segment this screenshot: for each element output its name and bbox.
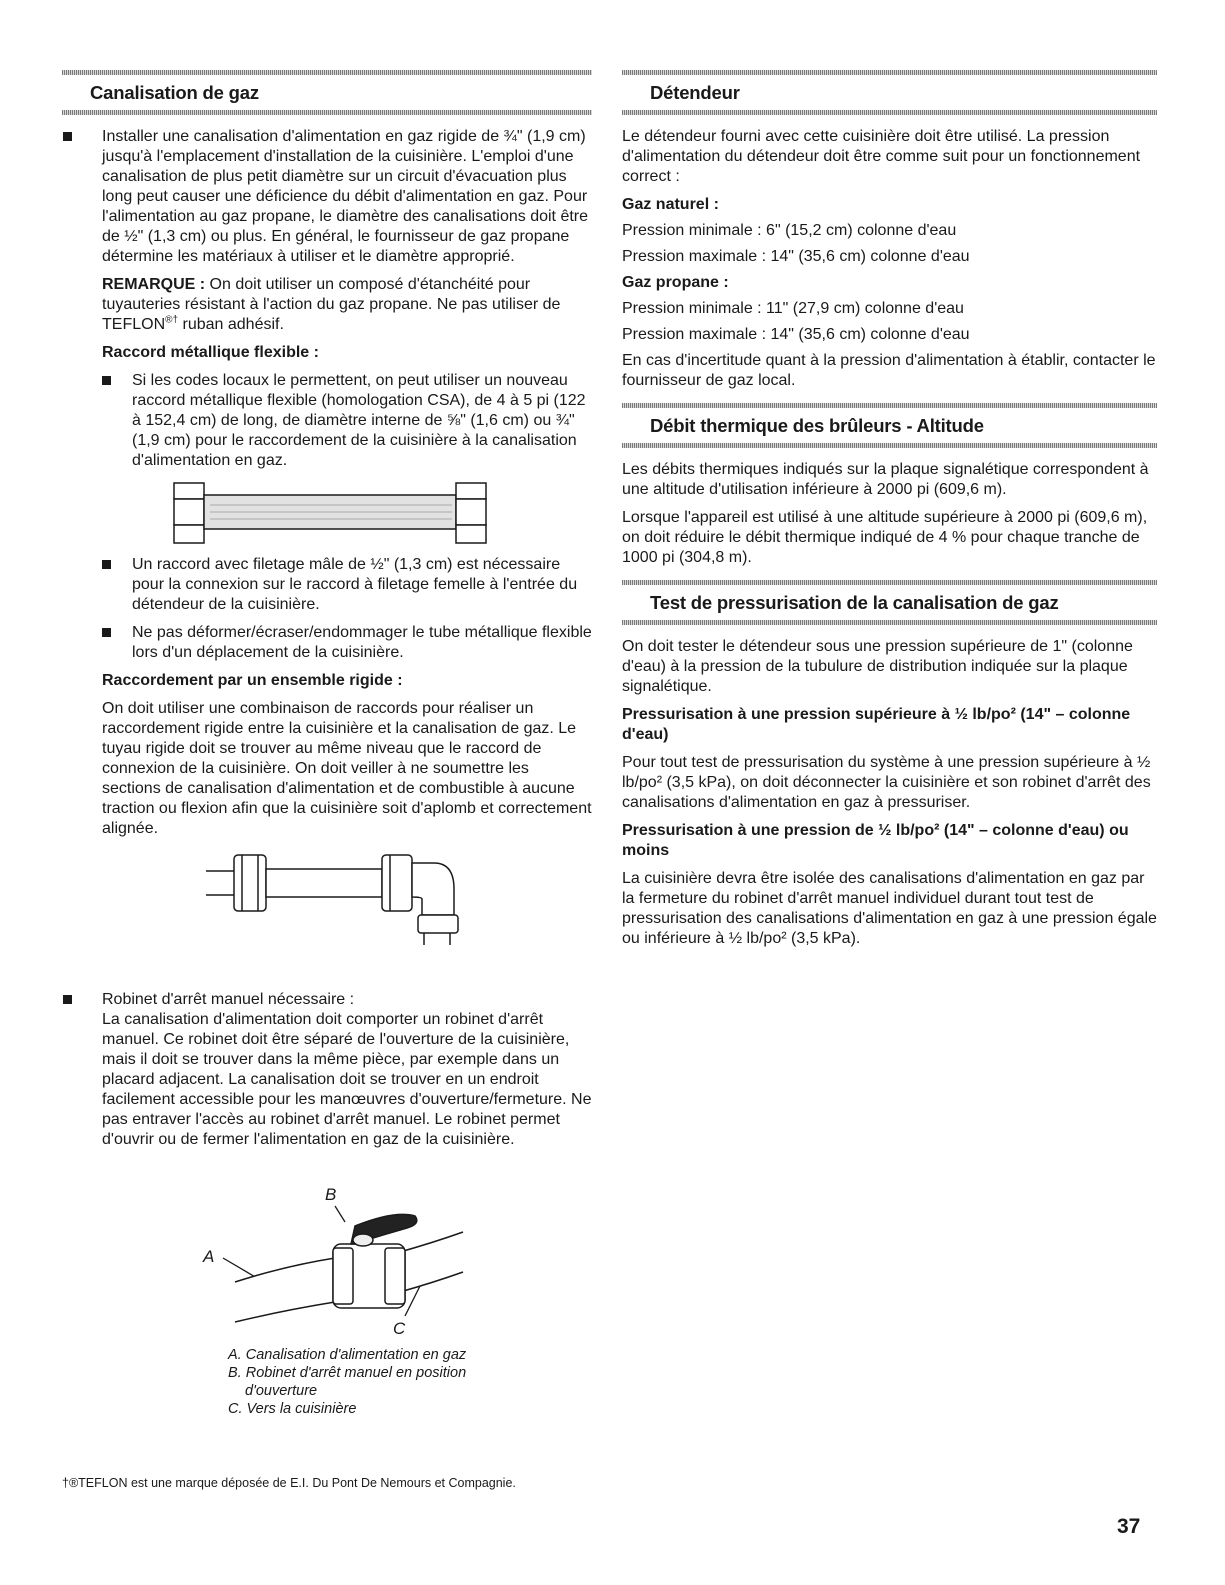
section-rule <box>62 70 592 75</box>
figure-label-a: A <box>203 1247 215 1266</box>
flex-bullet-3: Ne pas déformer/écraser/endommager le tube métallique flexible lors d'un déplacement de la cuisinière. <box>62 623 592 663</box>
detendeur-paragraph: Le détendeur fourni avec cette cuisinière doit être utilisé. La pression d'alimentation du détendeur doit être comme suit pour un fonctionnement correct : <box>622 128 1141 185</box>
connector-end-left <box>174 483 204 543</box>
registered-mark: ®† <box>165 314 179 326</box>
section-rule <box>622 403 1157 408</box>
valve-bullet-text: La canalisation d'alimentation doit comporter un robinet d'arrêt manuel. Ce robinet doit être séparé de l'ouverture de la cuisinière, mais il doit se trouver dans la même pièce, par exemple dans un placard adjacent. La canalisation doit se trouver en un endroit facilement accessible pour les manœuvres d'ouverture/fermeture. Ne pas entraver l'accès au robinet d'arrêt manuel. Le robinet permet d'ouvrir ou de fermer l'alimentation en gaz de la cuisinière. <box>102 1011 592 1148</box>
debit-paragraph-1: Les débits thermiques indiqués sur la plaque signalétique correspondent à une altitude d'utilisation inférieure à 2000 pi (609,6 m). <box>622 461 1149 498</box>
section-rule <box>622 110 1157 115</box>
gaz-propane-heading: Gaz propane : <box>622 274 729 291</box>
caption-b: B. Robinet d'arrêt manuel en position <box>228 1365 467 1381</box>
valve-nut-left <box>333 1248 353 1304</box>
caption-a: A. Canalisation d'alimentation en gaz <box>228 1347 467 1363</box>
section-rule <box>622 580 1157 585</box>
rigid-heading: Raccordement par un ensemble rigide : <box>102 672 403 689</box>
figure-label-c: C <box>393 1319 406 1338</box>
valve-bullet <box>62 990 592 1158</box>
connector-end-right <box>456 483 486 543</box>
section-rule <box>62 110 592 115</box>
caption-c: C. Vers la cuisinière <box>228 1401 357 1417</box>
figure-label-b: B <box>325 1185 337 1204</box>
remarque-text: On doit utiliser un composé d'étanchéité pour tuyauteries résistant à l'action du gaz propane. Ne pas utiliser de TEFLON <box>102 276 561 333</box>
rigid-connection-figure <box>62 849 592 945</box>
flexible-connector-figure <box>62 481 592 547</box>
valve-captions <box>228 1346 528 1418</box>
section-rule <box>622 443 1157 448</box>
section-title-canalisation: Canalisation de gaz <box>90 82 259 103</box>
valve-nut-right <box>385 1248 405 1304</box>
elbow-nut <box>418 915 458 933</box>
section-rule <box>622 620 1157 625</box>
remarque-label: REMARQUE : <box>102 276 206 293</box>
elbow-fitting <box>412 863 454 915</box>
gaz-naturel-max: Pression maximale : 14" (35,6 cm) colonne d'eau <box>622 248 970 265</box>
pipe-to-range <box>400 1232 463 1292</box>
gaz-propane-max: Pression maximale : 14" (35,6 cm) colonne d'eau <box>622 326 970 343</box>
section-rule <box>622 70 1157 75</box>
valve-bullet-line: Robinet d'arrêt manuel nécessaire : <box>62 990 592 1010</box>
gaz-naturel-heading: Gaz naturel : <box>622 196 719 213</box>
press-inf-paragraph: La cuisinière devra être isolée des canalisations d'alimentation en gaz par la fermeture du robinet d'arrêt manuel individuel durant tout test de pressurisation des canalisations d'alimentation en gaz à une pression égale ou inférieure à ½ lb/po² (3,5 kPa). <box>622 870 1157 947</box>
press-inf-heading: Pressurisation à une pression de ½ lb/po² (14" – colonne d'eau) ou moins <box>622 822 1129 859</box>
rigid-nut-right <box>382 855 412 911</box>
gaz-propane-min: Pression minimale : 11" (27,9 cm) colonne d'eau <box>622 300 964 317</box>
remarque-paragraph <box>62 275 592 335</box>
press-sup-heading: Pressurisation à une pression supérieure à ½ lb/po² (14" – colonne d'eau) <box>622 706 1131 743</box>
rigid-pipe <box>266 869 382 897</box>
section-title-test: Test de pressurisation de la canalisation de gaz <box>650 592 1059 613</box>
section-title-debit: Débit thermique des brûleurs - Altitude <box>650 415 984 436</box>
right-column <box>622 70 1157 957</box>
section-title-detendeur: Détendeur <box>650 82 740 103</box>
gaz-naturel-min: Pression minimale : 6" (15,2 cm) colonne d'eau <box>622 222 957 239</box>
flex-heading: Raccord métallique flexible : <box>102 344 319 361</box>
flex-bullet-2: Un raccord avec filetage mâle de ½" (1,3 cm) est nécessaire pour la connexion sur le raccord à filetage femelle à l'entrée du détendeur de la cuisinière. <box>62 555 592 615</box>
rigid-nut-left <box>234 855 266 911</box>
gas-pipe <box>235 1258 335 1322</box>
page-number: 37 <box>1117 1515 1141 1538</box>
footnote: †®TEFLON est une marque déposée de E.I. Du Pont De Nemours et Compagnie. <box>62 1476 516 1490</box>
debit-paragraph-2: Lorsque l'appareil est utilisé à une altitude supérieure à 2000 pi (609,6 m), on doit réduire le débit thermique indiqué de 4 % pour chaque tranche de 1000 pi (304,8 m). <box>622 509 1148 566</box>
bullet-canalisation-rigide: Installer une canalisation d'alimentation en gaz rigide de ¾" (1,9 cm) jusqu'à l'emplacement d'installation de la cuisinière. L'emploi d'une canalisation de plus petit diamètre sur un circuit d'évacuation plus long peut causer une déficience du débit d'alimentation en gaz. Pour l'alimentation au gaz propane, le diamètre des canalisations doit être de ½" (1,3 cm) ou plus. En général, le fournisseur de gaz propane détermine les matériaux à utiliser et le diamètre approprié. <box>62 127 592 267</box>
press-sup-paragraph: Pour tout test de pressurisation du système à une pression supérieure à ½ lb/po² (3,5 kPa), on doit déconnecter la cuisinière et son robinet d'arrêt des canalisations d'alimentation en gaz à pressuriser. <box>622 754 1151 811</box>
remarque-end: ruban adhésif. <box>178 316 284 333</box>
incertitude-paragraph: En cas d'incertitude quant à la pression d'alimentation à établir, contacter le fournisseur de gaz local. <box>622 352 1156 389</box>
valve-stem <box>353 1234 373 1246</box>
flex-bullet-1: Si les codes locaux le permettent, on peut utiliser un nouveau raccord métallique flexible (homologation CSA), de 4 à 5 pi (122 à 152,4 cm) de long, de diamètre interne de ⅝" (1,6 cm) ou ¾" (1,9 cm) pour le raccordement de la cuisinière à la canalisation d'alimentation en gaz. <box>62 371 592 471</box>
caption-b-cont: d'ouverture <box>245 1383 318 1399</box>
left-column <box>62 70 592 951</box>
test-paragraph: On doit tester le détendeur sous une pression supérieure de 1" (colonne d'eau) à la pression de la tubulure de distribution indiquée sur la plaque signalétique. <box>622 638 1133 695</box>
rigid-paragraph: On doit utiliser une combinaison de raccords pour réaliser un raccordement rigide entre la cuisinière et la canalisation de gaz. Le tuyau rigide doit se trouver au même niveau que le raccord de connexion de la cuisinière. On doit veiller à ne soumettre les sections de canalisation d'alimentation et de combustible à aucune traction ou flexion afin que la cuisinière soit d'aplomb et correctement alignée. <box>102 700 592 837</box>
shutoff-valve-figure <box>195 1182 495 1342</box>
